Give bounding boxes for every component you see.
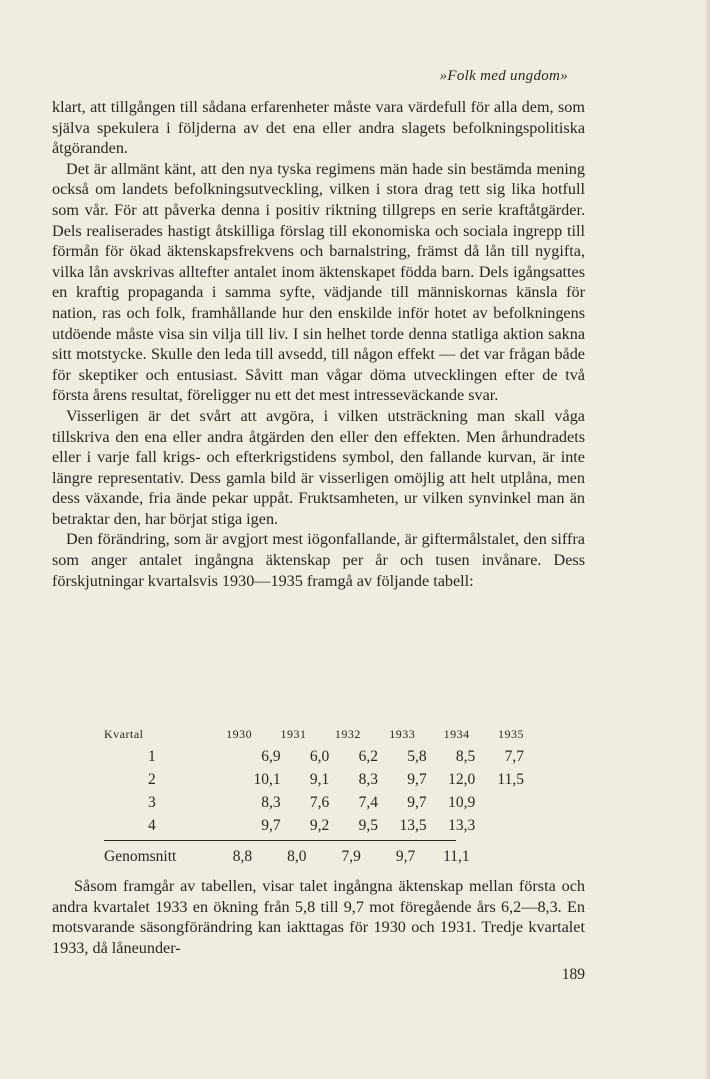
paragraph: Såsom framgår av tabellen, visar talet ingångna äktenskap mellan första och andra kvartalet 1933 en ökning från 5,8 till 9,7 mot föregående års 6,2—8,3. En motsvarande säsongförändring kan iakttagas för 1930 och 1931. Tredje kvartalet 1933, då låneunder- — [52, 877, 585, 957]
table-cell: 6,9 — [261, 747, 281, 765]
quarter-cell: 1 — [148, 747, 156, 765]
table-average-row — [104, 845, 524, 868]
table-cell: 9,2 — [309, 816, 330, 834]
table-cell: 7,4 — [358, 793, 378, 811]
table-cell: 11,1 — [443, 847, 470, 865]
quarter-cell: 3 — [148, 793, 156, 811]
table-cell: 9,7 — [407, 770, 427, 788]
table-cell: 10,1 — [253, 770, 281, 788]
table-cell: 9,7 — [407, 793, 427, 811]
header-cell: 1930 — [226, 726, 253, 741]
average-label: Genomsnitt — [104, 847, 177, 865]
paragraph: Visserligen är det svårt att avgöra, i vilken utsträckning man skall våga tillskriva den ena eller andra åtgärden den eller den effekten. Men århundradets eller i varje fall krigs- och efterkrigstidens symbol, den fallande kurvan, är inte längre representativ. Dess gamla bild är visserligen omöjlig att helt utplåna, men dess växande, fria ände pekar uppåt. Fruktsamheten, ur vilken synvinkel man än betraktar den, har börjat stiga igen. — [52, 406, 585, 528]
table-row — [104, 814, 524, 837]
table-cell: 6,2 — [358, 747, 378, 765]
paragraph: Det är allmänt känt, att den nya tyska regimens män hade sin bestämda mening också om landets befolkningsutveckling, vilken i stora drag tett sig lika hotfull som vår. För att påverka denna i positiv riktning tillgreps en serie kraftåtgärder. Dels realiserades hastigt åtskilliga förslag till ekonomiska och sociala ingrepp till förmån för ökad äktenskapsfrekvens och barnalstring, främst då lån till nygifta, vilka lån avskrivas alltefter antalet inom äktenskapet födda barn. Dels igångsattes en kraftig propaganda i samma syfte, vädjande till människornas känsla för nation, ras och folk, framhållande hur den enskilde inför hotet av befolkningens utdöende måste visa sin vilja till liv. I sin helhet torde denna statliga aktion sakna sitt motstycke. Skulle den leda till avsedd, till någon effekt — det var frågan både för skeptiker och entusiast. Såvitt man vågar döma utvecklingen efter de två första årens resultat, föreligger nu ett det mest intresseväckande svar. — [52, 159, 585, 405]
marriage-rate-table — [104, 723, 524, 868]
page-edge — [704, 0, 710, 1079]
table-cell: 13,3 — [448, 816, 476, 834]
table-cell: 13,5 — [399, 816, 427, 834]
table-cell: 7,7 — [504, 747, 524, 765]
header-cell: Kvartal — [104, 726, 144, 741]
table-cell: 5,8 — [407, 747, 427, 765]
header-cell: 1933 — [389, 726, 416, 741]
table-cell: 8,0 — [287, 847, 307, 865]
header-cell: 1935 — [498, 726, 524, 741]
table-cell: 10,9 — [448, 793, 476, 811]
header-cell: 1931 — [280, 726, 307, 741]
page-number: 189 — [561, 966, 585, 983]
quarter-cell: 2 — [148, 770, 156, 788]
table-cell: 7,6 — [309, 793, 330, 811]
table-cell: 12,0 — [448, 770, 476, 788]
table-cell: 8,5 — [455, 747, 476, 765]
table-row — [104, 791, 524, 814]
table-row — [104, 745, 524, 768]
running-header: »Folk med ungdom» — [439, 68, 568, 84]
table-cell: 9,7 — [261, 816, 281, 834]
table-header-row — [104, 723, 524, 745]
header-cell: 1932 — [334, 726, 361, 741]
quarter-cell: 4 — [148, 816, 156, 834]
table-cell: 7,9 — [341, 847, 361, 865]
table-cell: 6,0 — [309, 747, 330, 765]
post-table-text — [52, 876, 585, 958]
header-cell: 1934 — [443, 726, 470, 741]
paragraph: klart, att tillgången till sådana erfarenheter måste vara värdefull för alla dem, som själva spekulera i följderna av det ena eller andra slagets befolkningspolitiska åtgöranden. — [52, 98, 585, 158]
table-cell: 9,7 — [395, 847, 416, 865]
body-text — [52, 97, 585, 591]
table-cell: 8,8 — [232, 847, 253, 865]
table-cell: 9,1 — [309, 770, 330, 788]
table-rule — [104, 840, 456, 841]
table-cell: 11,5 — [497, 770, 524, 788]
table-cell: 8,3 — [261, 793, 281, 811]
table-row — [104, 768, 524, 791]
table-cell: 9,5 — [358, 816, 378, 834]
table-cell: 8,3 — [358, 770, 378, 788]
paragraph: Den förändring, som är avgjort mest iögonfallande, är giftermålstalet, den siffra som anger antalet ingångna äktenskap per år och tusen invånare. Dess förskjutningar kvartalsvis 1930—1935 framgå av följande tabell: — [52, 530, 585, 590]
